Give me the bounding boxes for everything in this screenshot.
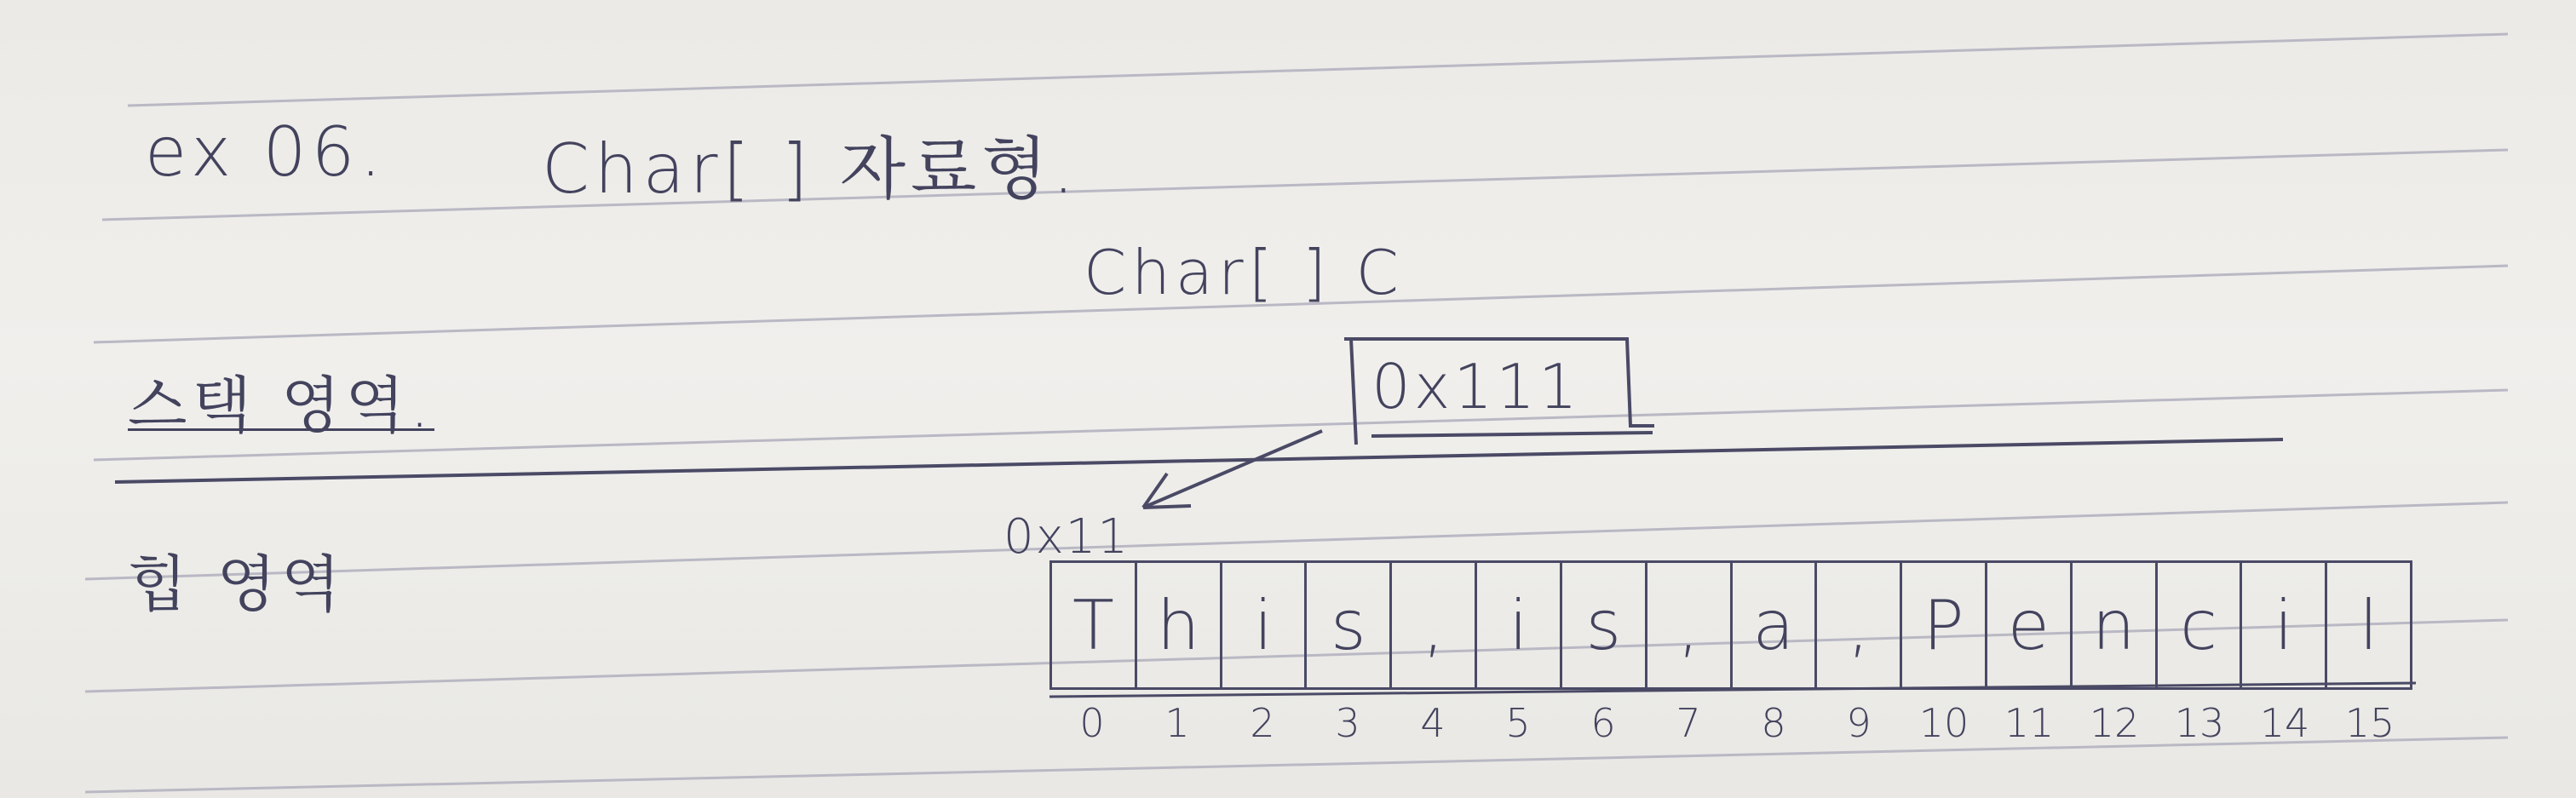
array-cell: ,	[1645, 560, 1730, 690]
heap-area-label: 힙 영역	[128, 548, 346, 620]
array-cell: s	[1304, 560, 1389, 690]
array-index: 15	[2344, 700, 2395, 746]
ruled-line	[94, 390, 2508, 460]
array-cell: P	[1900, 560, 1985, 690]
stack-area-label: 스택 영역.	[128, 370, 434, 441]
array-cell: ,	[1814, 560, 1900, 690]
array-index: 5	[1505, 700, 1531, 746]
array-cell: i	[2240, 560, 2325, 690]
ruled-line	[102, 150, 2508, 220]
array-cell: i	[1475, 560, 1560, 690]
array-cell: c	[2155, 560, 2240, 690]
array-cell: ,	[1389, 560, 1475, 690]
array-cell: h	[1135, 560, 1220, 690]
array-cell: l	[2325, 560, 2412, 690]
array-index: 7	[1676, 700, 1701, 746]
array-cell: n	[2070, 560, 2155, 690]
array-index: 0	[1079, 700, 1105, 746]
array-index: 3	[1335, 700, 1360, 746]
heap-address-label: 0x11	[1003, 509, 1130, 565]
array-cell: e	[1985, 560, 2070, 690]
array-cell: T	[1049, 560, 1135, 690]
array-cell: i	[1220, 560, 1305, 690]
array-index: 14	[2259, 700, 2310, 746]
array-index: 9	[1846, 700, 1872, 746]
array-index: 8	[1761, 700, 1786, 746]
pointer-arrow	[1143, 431, 1322, 508]
array-index: 11	[2004, 700, 2055, 746]
ruled-line	[128, 34, 2508, 106]
exercise-label: ex 06.	[145, 112, 387, 192]
char-array	[1049, 560, 2412, 690]
array-index: 12	[2089, 700, 2140, 746]
exercise-title: Char[ ] 자료형.	[542, 129, 1080, 209]
array-index: 10	[1918, 700, 1969, 746]
array-cell: a	[1730, 560, 1815, 690]
array-cell: s	[1560, 560, 1645, 690]
array-index: 1	[1164, 700, 1190, 746]
array-index-row	[1049, 700, 2412, 768]
array-index: 4	[1420, 700, 1446, 746]
array-index: 6	[1590, 700, 1616, 746]
stack-reference-value: 0x111	[1371, 351, 1581, 422]
variable-declaration: Char[ ] C	[1084, 237, 1404, 308]
array-index: 2	[1250, 700, 1275, 746]
array-index: 13	[2174, 700, 2225, 746]
stack-heap-divider	[115, 439, 2283, 482]
